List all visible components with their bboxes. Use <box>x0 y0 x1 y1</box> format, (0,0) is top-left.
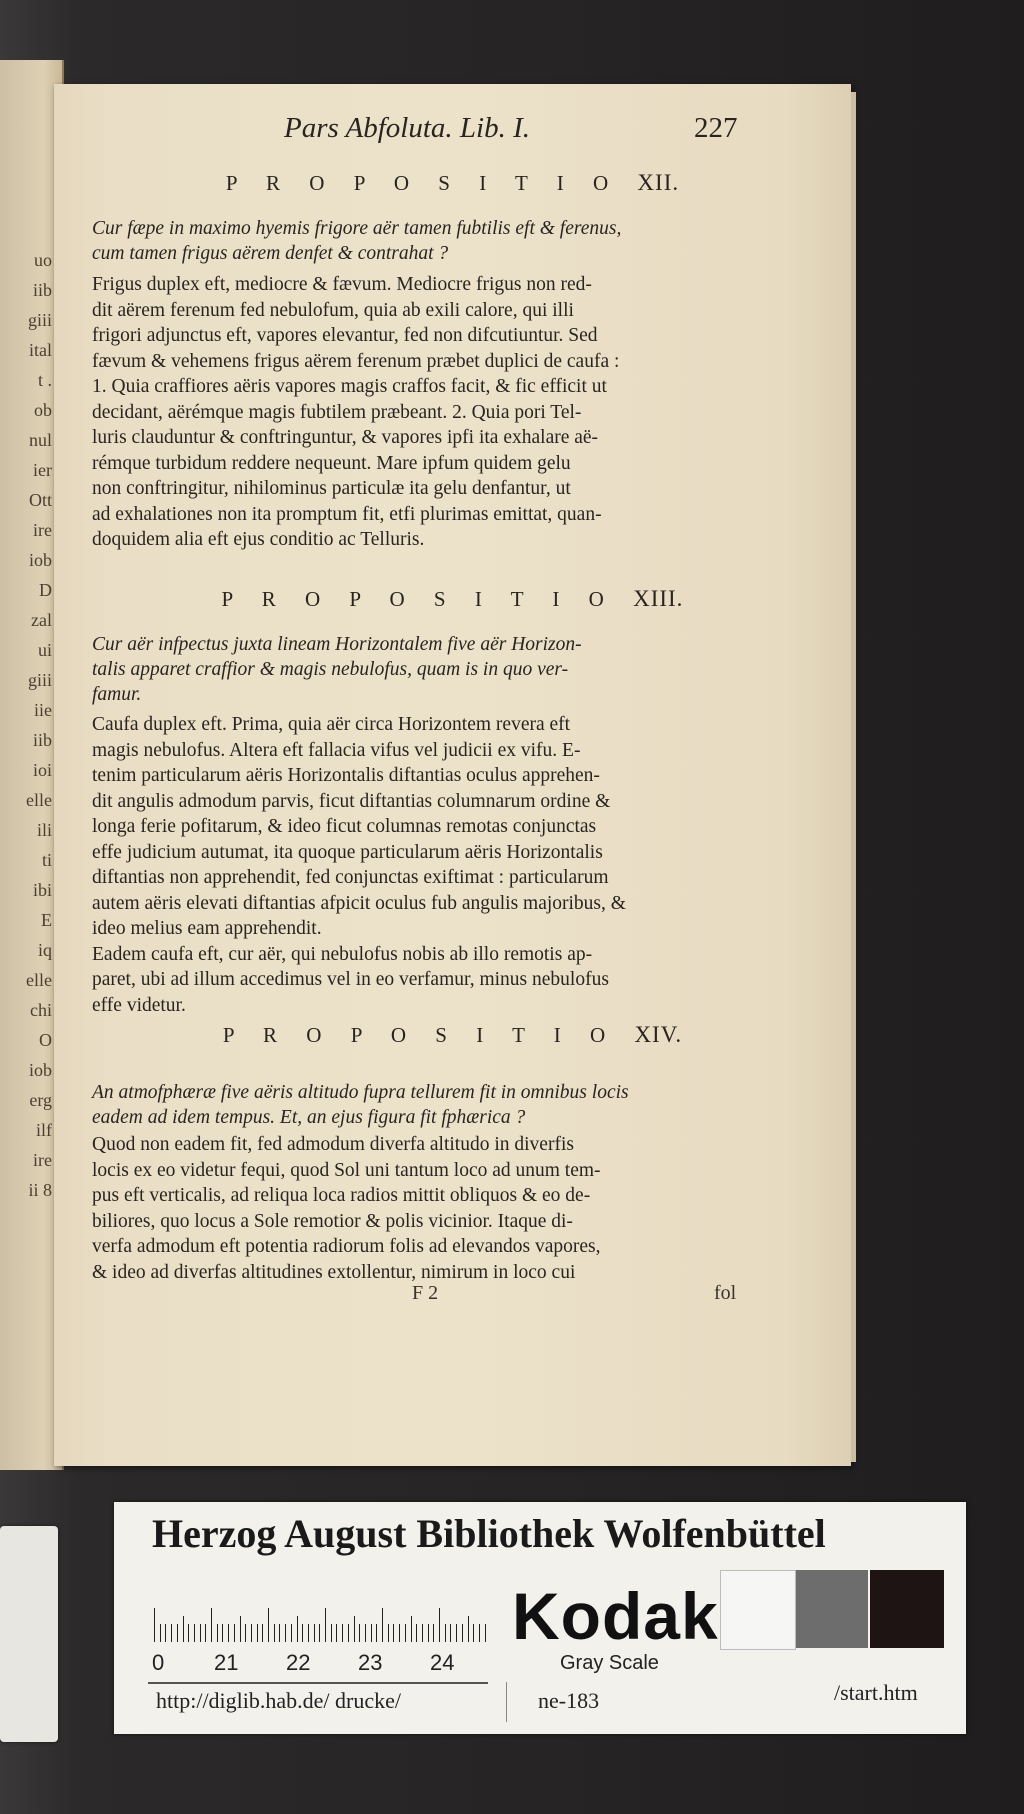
ruler-tick <box>439 1608 440 1642</box>
gray-swatch-black <box>870 1570 944 1648</box>
proposition-12-question: Cur fæpe in maximo hyemis frigore aër tamen fubtilis eft & ferenus, cum tamen frigus aërem denfet & contrahat ? <box>92 218 622 264</box>
text-line: pus eft verticalis, ad reliqua loca radios mittit obliquos & eo de- <box>92 1185 591 1206</box>
text-line: tenim particularum aëris Horizontalis diftantias oculus apprehen- <box>92 765 600 786</box>
ruler-tick <box>416 1624 417 1642</box>
margin-fragment: nul <box>28 430 52 450</box>
text-line: Quod non eadem fit, fed admodum diverfa altitudo in diverfis <box>92 1134 574 1155</box>
ruler-tick <box>165 1624 166 1642</box>
ruler-tick <box>445 1624 446 1642</box>
ruler-tick <box>217 1624 218 1642</box>
ruler-tick <box>154 1608 155 1642</box>
text-line: Caufa duplex eft. Prima, quia aër circa Horizontem revera eft <box>92 714 571 735</box>
margin-fragment: t . <box>37 370 52 390</box>
text-line: ad exhalationes non ita promptum fit, etfi plurimas emittat, quan- <box>92 503 602 525</box>
text-line: decidant, aërémque magis fubtilem præbeant. 2. Quia pori Tel- <box>92 401 582 423</box>
proposition-12-heading: P R O P O S I T I O XII. <box>225 170 680 195</box>
text-line: Frigus duplex eft, mediocre & fævum. Mediocre frigus non red- <box>92 274 592 295</box>
ruler-tick <box>405 1624 406 1642</box>
text-line: fævum & vehemens frigus aërem ferenum præbet duplici de caufa : <box>92 350 620 372</box>
margin-fragment: iie <box>34 700 52 720</box>
margin-fragment: elle <box>26 790 52 810</box>
ruler-tick <box>371 1624 372 1642</box>
text-line: 1. Quia craffiores aëris vapores magis craffos facit, & fic efficit ut <box>92 376 607 397</box>
ruler-tick <box>228 1624 229 1642</box>
ruler-tick <box>297 1616 298 1642</box>
ruler-tick <box>319 1624 320 1642</box>
margin-fragment: ibi <box>32 880 52 900</box>
ruler-tick <box>160 1624 161 1642</box>
text-line: non conftringitur, nihilominus particulæ ita gelu denfantur, ut <box>92 478 571 499</box>
ruler-label: 21 <box>214 1650 239 1675</box>
ruler-tick <box>388 1624 389 1642</box>
gray-scale-label: Gray Scale <box>560 1652 659 1674</box>
text-line: dit angulis admodum parvis, ficut diftantias columnarum ordine & <box>92 790 611 812</box>
ruler-tick <box>411 1616 412 1642</box>
ruler-tick <box>177 1624 178 1642</box>
text-line: & ideo ad diverfas altitudines extollentur, nimirum in loco cui <box>92 1261 576 1283</box>
ruler-tick <box>291 1624 292 1642</box>
page-edge <box>851 92 856 1462</box>
ruler-tick <box>302 1624 303 1642</box>
ruler-label: 22 <box>286 1650 311 1675</box>
gray-swatch-white <box>720 1570 796 1650</box>
ruler-tick <box>479 1624 480 1642</box>
text-line: paret, ubi ad illum accedimus vel in eo verfamur, minus nebulofus <box>92 969 609 990</box>
ruler <box>148 1586 488 1684</box>
book-page <box>54 84 851 1466</box>
ruler-tick <box>268 1608 269 1642</box>
text-line: Eadem caufa eft, cur aër, qui nebulofus nobis ab illo remotis ap- <box>92 943 593 965</box>
ruler-tick <box>359 1624 360 1642</box>
ruler-tick <box>183 1616 184 1642</box>
text-line: ideo melius eam apprehendit. <box>92 918 322 939</box>
ruler-tick <box>222 1624 223 1642</box>
proposition-13-question: Cur aër infpectus juxta lineam Horizontalem five aër Horizon- talis apparet craffior & magis nebulofus, quam is in quo ver- famur. <box>92 634 582 705</box>
margin-fragment: erg <box>29 1090 52 1110</box>
running-head <box>54 112 851 152</box>
margin-fragment: giii <box>27 310 52 330</box>
margin-fragment: iq <box>37 940 52 960</box>
proposition-13-heading: P R O P O S I T I O XIII. <box>221 586 684 611</box>
url-start: /start.htm <box>834 1680 918 1705</box>
ruler-tick <box>468 1616 469 1642</box>
margin-fragment: iob <box>28 550 52 570</box>
ruler-tick <box>336 1624 337 1642</box>
ruler-tick <box>354 1616 355 1642</box>
url-signature: ne-183 <box>538 1688 600 1713</box>
margin-fragment: ilf <box>36 1120 52 1140</box>
ruler-tick <box>433 1624 434 1642</box>
library-reference-card <box>114 1502 966 1734</box>
ruler-tick <box>325 1608 326 1642</box>
margin-fragment: chi <box>30 1000 52 1020</box>
ruler-tick <box>456 1624 457 1642</box>
kodak-logo: Kodak <box>512 1579 719 1653</box>
margin-fragment: E <box>41 910 52 930</box>
proposition-13-body <box>92 712 792 1018</box>
text-line: effe judicium autumat, ita quoque particularum aëris Horizontalis <box>92 841 603 863</box>
ruler-tick <box>399 1624 400 1642</box>
ruler-label: 24 <box>430 1650 455 1675</box>
gray-swatch-mid <box>796 1570 868 1648</box>
catchword: fol <box>714 1282 737 1304</box>
ruler-tick <box>279 1624 280 1642</box>
margin-fragment: D <box>39 580 52 600</box>
text-line: doquidem alia eft ejus conditio ac Telluris. <box>92 529 425 550</box>
text-line: biliores, quo locus a Sole remotior & polis vicinior. Itaque di- <box>92 1210 573 1232</box>
ruler-label: 0 <box>152 1650 165 1675</box>
ruler-tick <box>473 1624 474 1642</box>
ruler-tick <box>485 1624 486 1642</box>
text-line: dit aërem ferenum fed nebulofum, quia ab exili calore, qui illi <box>92 299 574 321</box>
margin-fragment: elle <box>26 970 52 990</box>
ruler-tick <box>428 1624 429 1642</box>
ruler-tick <box>274 1624 275 1642</box>
ruler-tick <box>200 1624 201 1642</box>
margin-fragment: ire <box>33 520 52 540</box>
running-head-title: Pars Abfoluta. Lib. I. <box>284 112 530 144</box>
margin-fragment: giii <box>27 670 52 690</box>
ruler-tick <box>393 1624 394 1642</box>
proposition-14-heading: P R O P O S I T I O XIV. <box>222 1022 683 1047</box>
ruler-label: 23 <box>358 1650 383 1675</box>
ruler-tick <box>205 1624 206 1642</box>
ruler-tick <box>331 1624 332 1642</box>
ruler-tick <box>234 1624 235 1642</box>
margin-fragment: zal <box>31 610 52 630</box>
ruler-tick <box>240 1616 241 1642</box>
ruler-tick <box>342 1624 343 1642</box>
ruler-tick <box>382 1608 383 1642</box>
proposition-12-body <box>92 272 792 553</box>
margin-fragment: Ott <box>28 490 52 510</box>
ruler-tick <box>211 1608 212 1642</box>
ruler-tick <box>365 1624 366 1642</box>
margin-fragment: O <box>39 1030 52 1050</box>
ruler-tick <box>285 1624 286 1642</box>
ruler-tick <box>422 1624 423 1642</box>
margin-fragment: iib <box>32 280 52 300</box>
margin-fragment: ui <box>37 640 52 660</box>
text-line: locis ex eo videtur fequi, quod Sol uni tantum loco ad unum tem- <box>92 1159 601 1181</box>
ruler-tick <box>462 1624 463 1642</box>
text-line: magis nebulofus. Altera eft fallacia vifus vel judicii ex vifu. E- <box>92 739 581 761</box>
margin-fragment: ili <box>36 820 52 840</box>
ruler-tick <box>308 1624 309 1642</box>
ruler-tick <box>262 1624 263 1642</box>
text-line: autem aëris elevati diftantias afpicit oculus fub angulis majoribus, & <box>92 892 626 914</box>
margin-fragment: ti <box>41 850 52 870</box>
ruler-tick <box>171 1624 172 1642</box>
text-line: luris clauduntur & conftringuntur, & vapores ipfi ita exhalare aë- <box>92 427 599 448</box>
margin-fragment: ire <box>33 1150 52 1170</box>
ruler-tick <box>314 1624 315 1642</box>
text-line: rémque turbidum reddere nequeunt. Mare ipfum quidem gelu <box>92 452 571 474</box>
proposition-14-body <box>92 1132 792 1285</box>
margin-fragment: ital <box>29 340 52 360</box>
card-holder-tab <box>0 1526 58 1742</box>
url-base: http://diglib.hab.de/ drucke/ <box>156 1688 402 1713</box>
ruler-tick <box>245 1624 246 1642</box>
page-number: 227 <box>694 112 738 144</box>
ruler-tick <box>257 1624 258 1642</box>
ruler-tick <box>348 1624 349 1642</box>
library-name: Herzog August Bibliothek Wolfenbüttel <box>152 1511 826 1556</box>
margin-fragment: ier <box>33 460 52 480</box>
text-line: diftantias non apprehendit, fed conjunctas exiftimat : particularum <box>92 867 609 888</box>
proposition-14-question: An atmofphæræ five aëris altitudo fupra tellurem fit in omnibus locis eadem ad idem tempus. Et, an ejus figura fit fphærica ? <box>92 1082 629 1128</box>
margin-fragment: uo <box>34 250 52 270</box>
signature-mark: F 2 <box>412 1282 439 1304</box>
url-divider <box>506 1682 507 1722</box>
margin-fragment: ioi <box>32 760 52 780</box>
text-line: frigori adjunctus eft, vapores elevantur, fed non difcutiuntur. Sed <box>92 325 598 346</box>
text-line: verfa admodum eft potentia radiorum folis ad elevandos vapores, <box>92 1236 601 1257</box>
ruler-tick <box>194 1624 195 1642</box>
margin-fragment: ob <box>34 400 52 420</box>
margin-fragment: ii 8 <box>28 1180 52 1200</box>
ruler-tick <box>376 1624 377 1642</box>
ruler-tick <box>188 1624 189 1642</box>
text-line: effe videtur. <box>92 994 186 1016</box>
margin-fragment: iob <box>28 1060 52 1080</box>
margin-fragment: iib <box>32 730 52 750</box>
ruler-tick <box>450 1624 451 1642</box>
text-line: longa ferie pofitarum, & ideo ficut columnas remotas conjunctas <box>92 816 597 837</box>
ruler-tick <box>251 1624 252 1642</box>
